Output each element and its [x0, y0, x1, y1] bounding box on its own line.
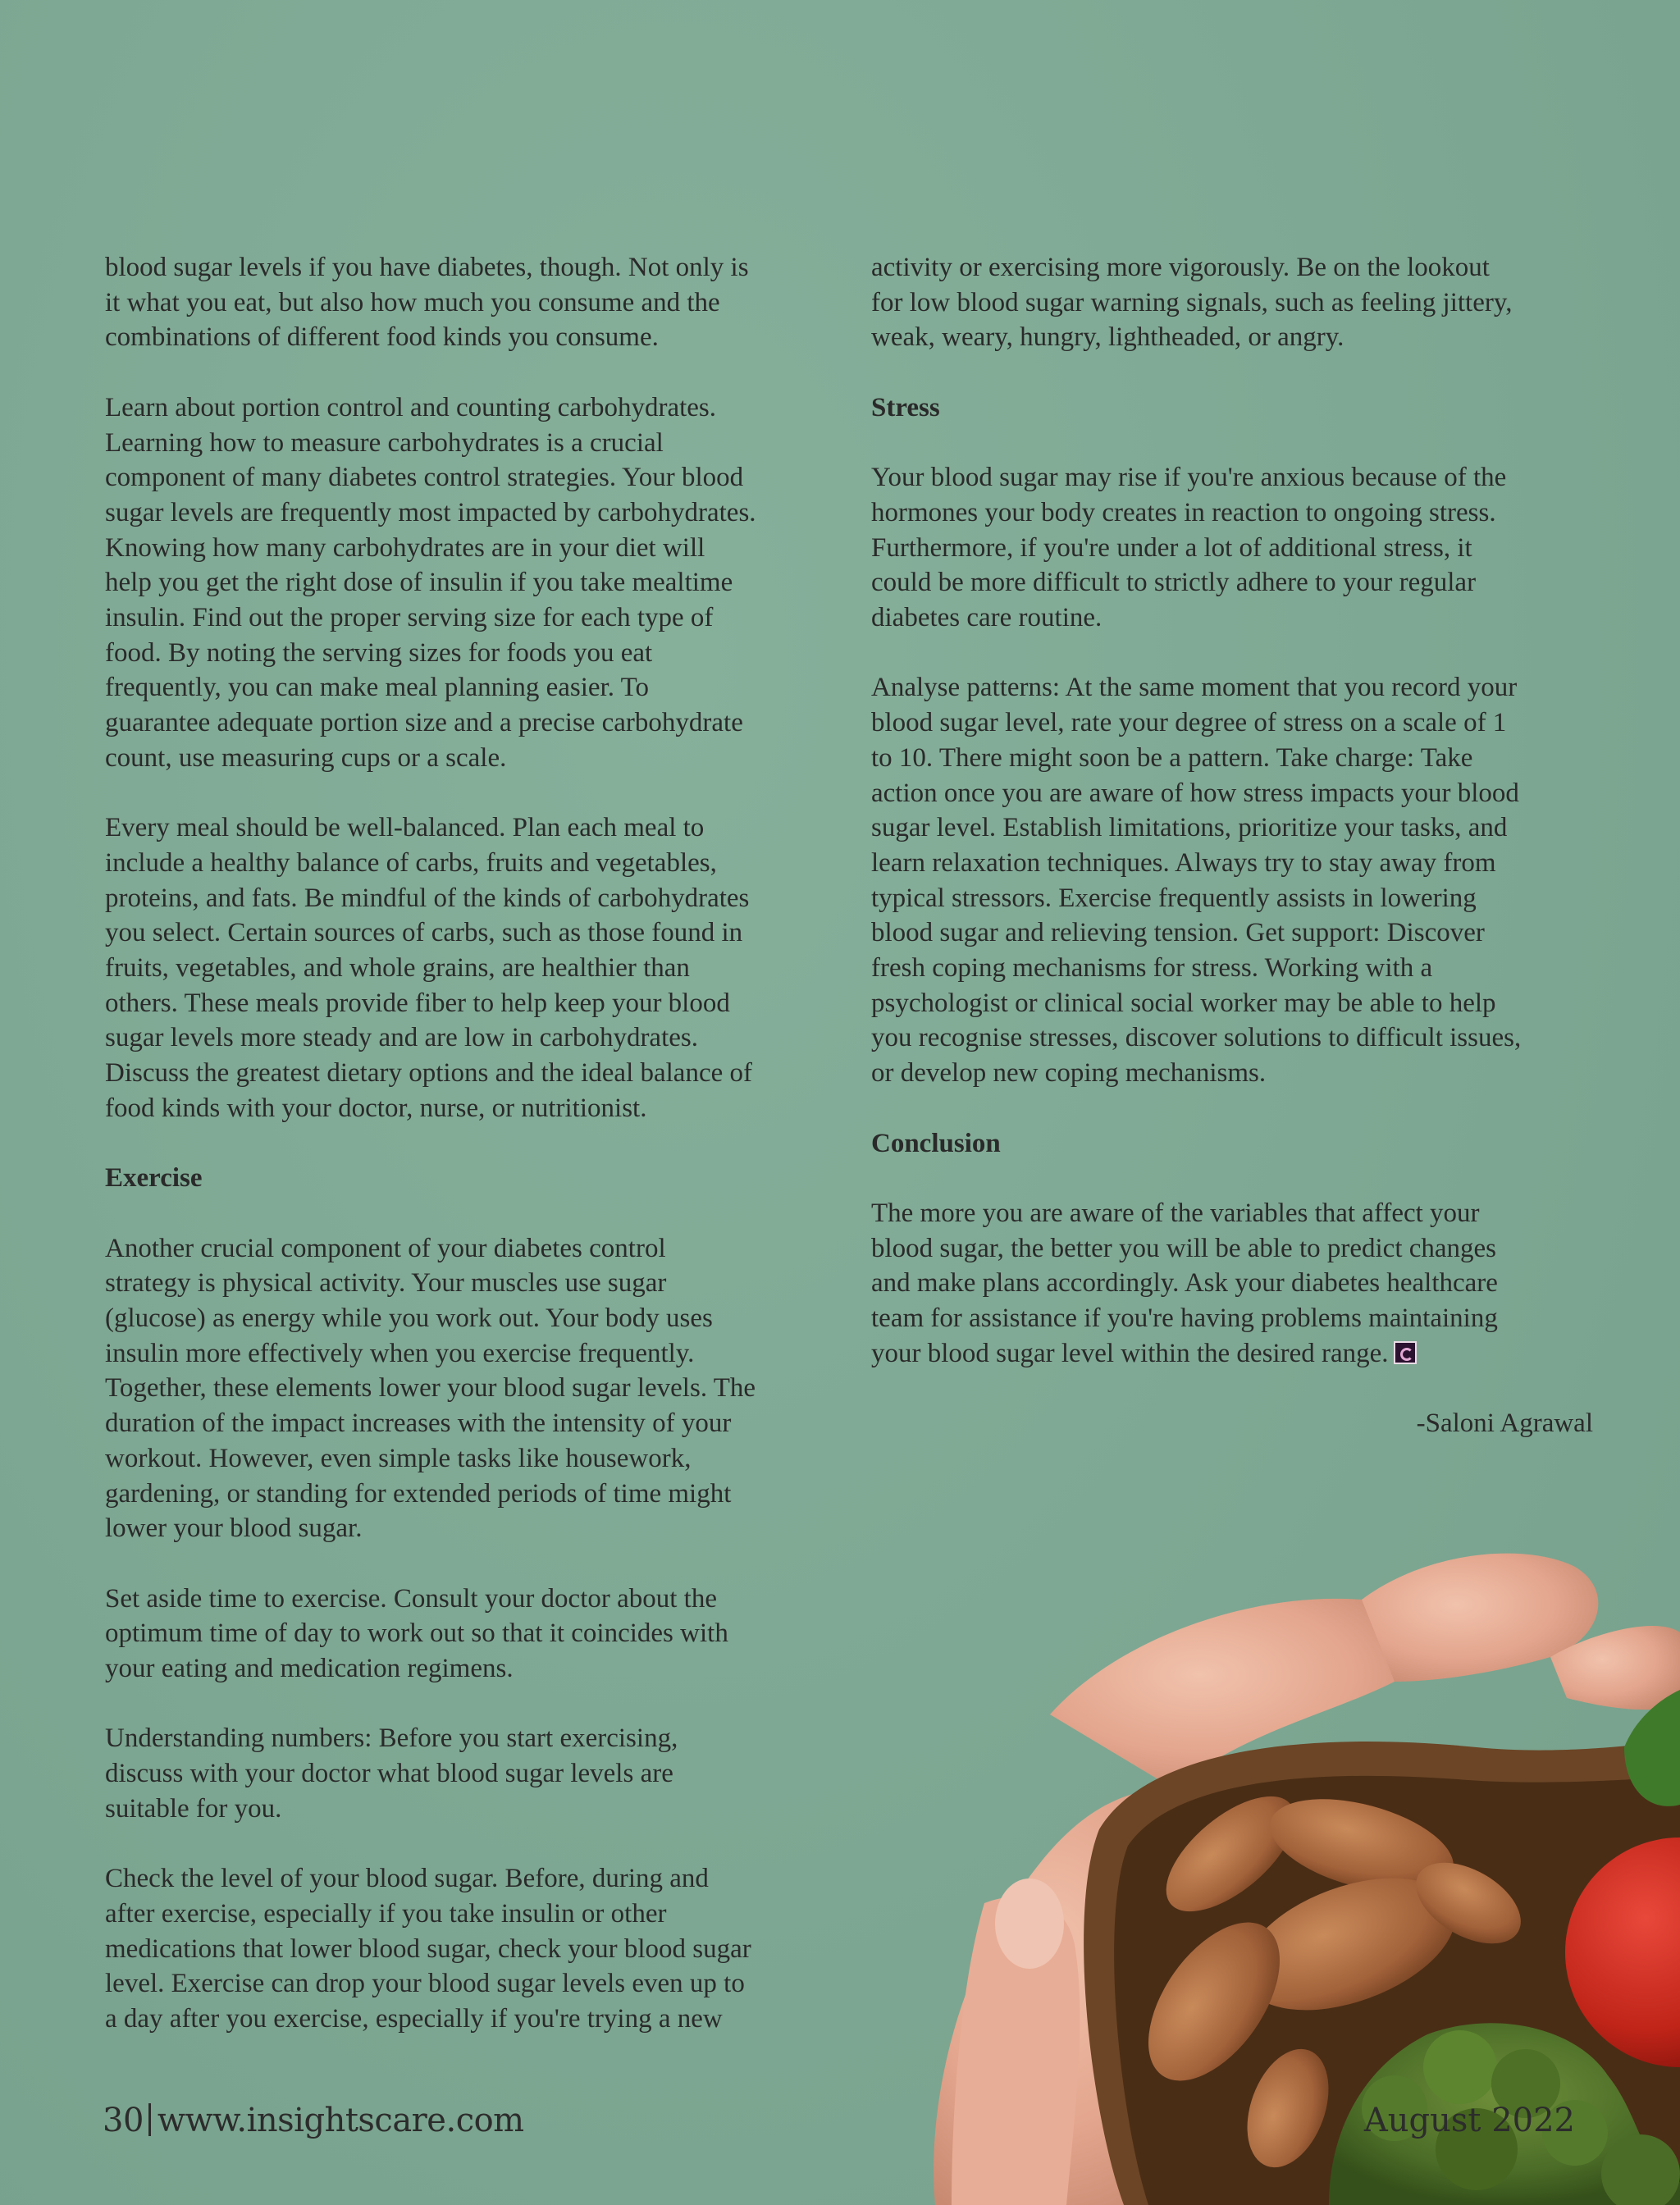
footer-page-info: [103, 2102, 524, 2139]
paragraph: [871, 1196, 1593, 1372]
paragraph: blood sugar levels if you have diabetes, though. Not only is it what you eat, but also how much you consume and the combinations of different food kinds you consume.: [105, 253, 749, 353]
end-of-article-icon: [1394, 1341, 1417, 1364]
section-heading-conclusion: Conclusion: [871, 1128, 1001, 1158]
paragraph: Analyse patterns: At the same moment that you record your blood sugar level, rate your degree of stress on a scale of 1 to 10. There might soon be a pattern. Take charge: Take action once you are aware of how stress impacts your blood sugar level. Establish limitations, prioritize your tasks, and learn relaxation techniques. Always try to stay away from typical stressors. Exercise frequently assists in lowering blood sugar and relieving tension. Get support: Discover fresh coping mechanisms for stress. Working with a psychologist or clinical social worker may be able to help you recognise stresses, discover solutions to difficult issues, or develop new coping mechanisms.: [871, 673, 1522, 1089]
section-heading-exercise: Exercise: [105, 1163, 203, 1194]
left-column: [105, 250, 819, 2071]
author-byline: -Saloni Agrawal: [1416, 1408, 1593, 1439]
paragraph: Another crucial component of your diabetes control strategy is physical activity. Your muscles use sugar (glucose) as energy while you work out. Your body uses insulin more effectively when you exercise frequently. Together, these elements lower your blood sugar levels. The duration of the impact increases with the intensity of your workout. However, even simple tasks like housework, gardening, or standing for extended periods of time might lower your blood sugar.: [105, 1233, 756, 1544]
conclusion-text: The more you are aware of the variables that affect your blood sugar, the better you will be able to predict changes and make plans accordingly. Ask your diabetes healthcare team for assistance if you're having problems maintaining your blood sugar level within the desired range.: [871, 1198, 1498, 1368]
issue-date: August 2022: [1363, 2102, 1575, 2139]
paragraph: Understanding numbers: Before you start exercising, discuss with your doctor what blood sugar levels are suitable for you.: [105, 1723, 678, 1824]
paragraph: Check the level of your blood sugar. Before, during and after exercise, especially if you take insulin or other medications that lower blood sugar, check your blood sugar level. Exercise can drop your blood sugar levels even up to a day after you exercise, especially if you're trying a new: [105, 1864, 751, 2034]
website-link[interactable]: www.insightscare.com: [157, 2102, 524, 2139]
paragraph: Your blood sugar may rise if you're anxious because of the hormones your body creates in reaction to ongoing stress. Furthermore, if you're under a lot of additional stress, it could be more difficult to strictly adhere to your regular diabetes care routine.: [871, 463, 1507, 632]
right-column: [871, 250, 1593, 1477]
page-number: 30: [103, 2102, 144, 2139]
paragraph: Every meal should be well-balanced. Plan each meal to include a healthy balance of carbs, fruits and vegetables, proteins, and fats. Be mindful of the kinds of carbohydrates you select. Certain sources of carbs, such as those found in fruits, vegetables, and whole grains, are healthier than others. These meals provide fiber to help keep your blood sugar levels more steady and are low in carbohydrates. Discuss the greatest dietary options and the ideal balance of food kinds with your doctor, nurse, or nutritionist.: [105, 813, 752, 1123]
paragraph: Learn about portion control and counting carbohydrates. Learning how to measure carbohydrates is a crucial component of many diabetes control strategies. Your blood sugar levels are frequently most impacted by carbohydrates. Knowing how many carbohydrates are in your diet will help you get the right dose of insulin if you take mealtime insulin. Find out the proper serving size for each type of food. By noting the serving sizes for foods you eat frequently, you can make meal planning easier. To guarantee adequate portion size and a precise carbohydrate count, use measuring cups or a scale.: [105, 392, 756, 773]
paragraph: Set aside time to exercise. Consult your doctor about the optimum time of day to work out so that it coincides with your eating and medication regimens.: [105, 1583, 728, 1684]
paragraph: activity or exercising more vigorously. Be on the lookout for low blood sugar warning signals, such as feeling jittery, weak, weary, hungry, lightheaded, or angry.: [871, 253, 1513, 353]
section-heading-stress: Stress: [871, 392, 940, 422]
footer-divider: [148, 2103, 151, 2136]
